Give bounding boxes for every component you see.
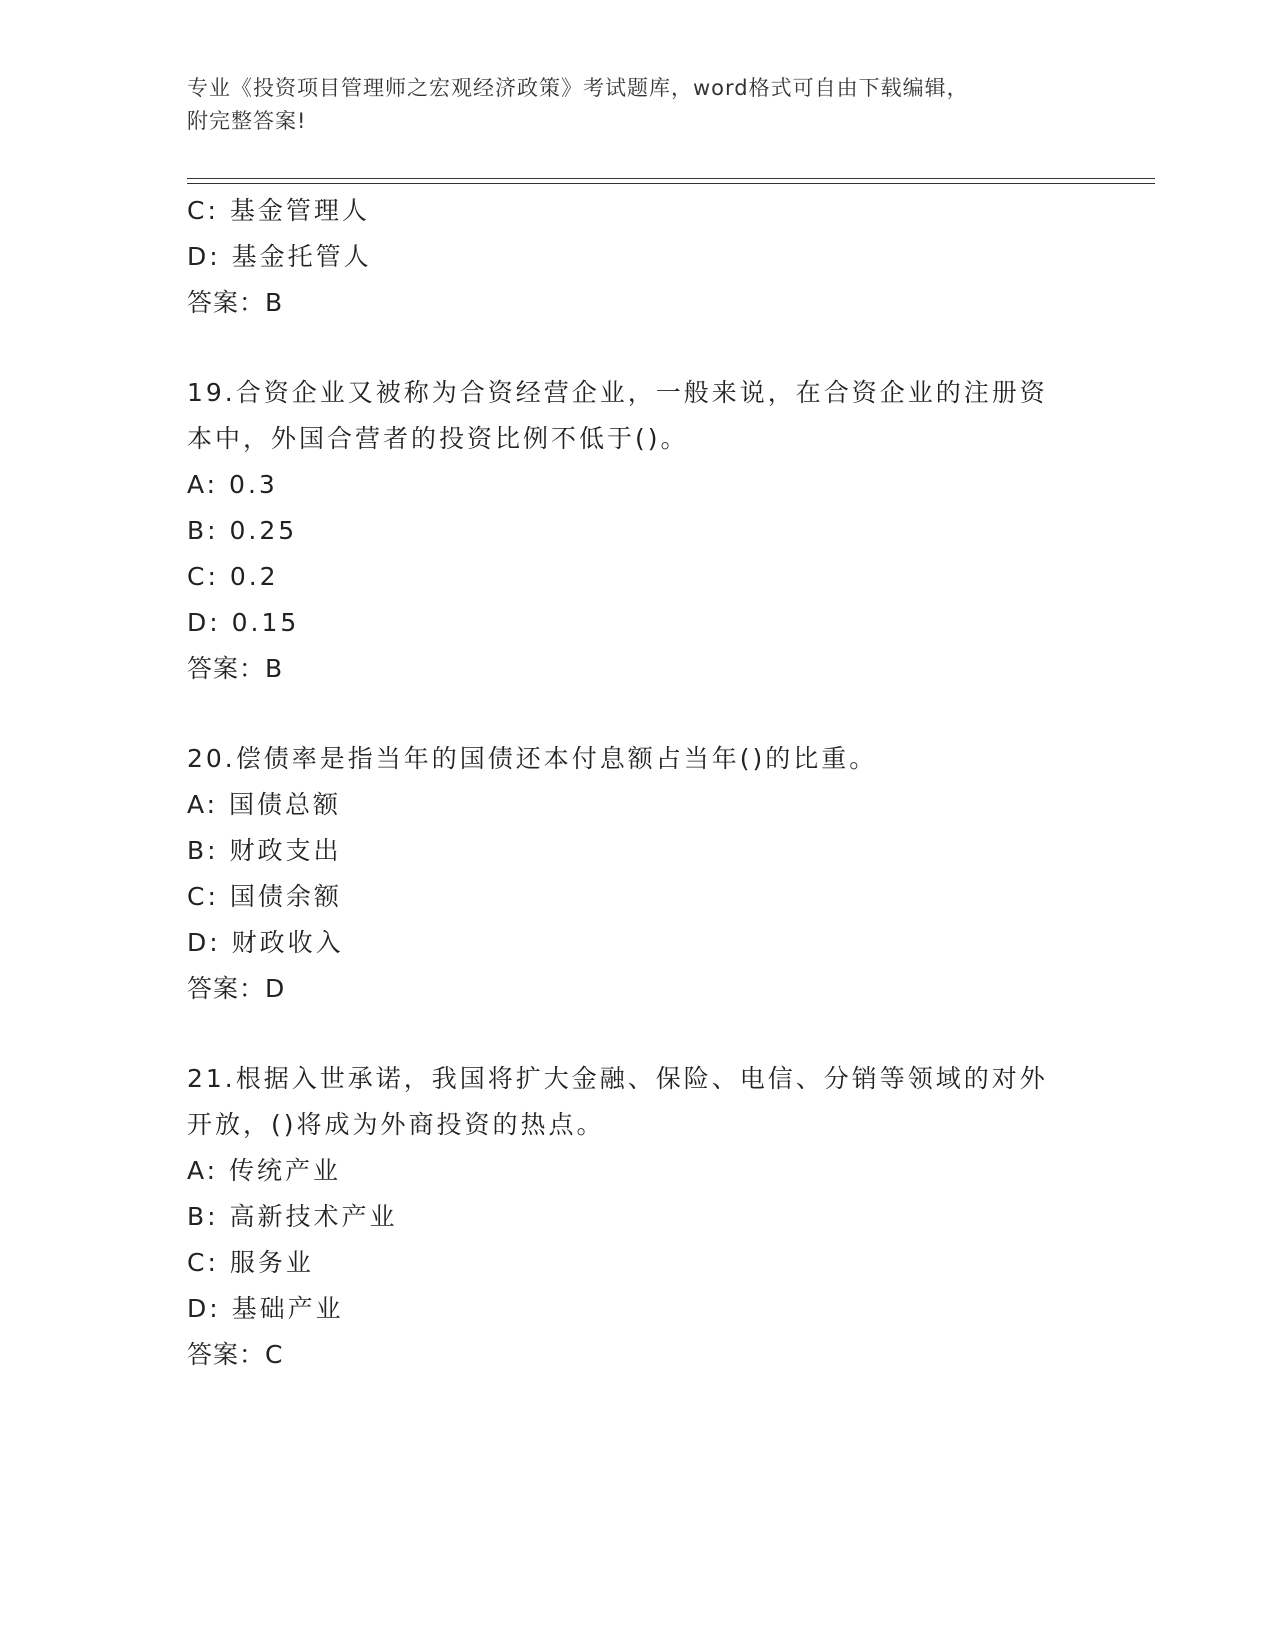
header-line-1: 专业《投资项目管理师之宏观经济政策》考试题库，word格式可自由下载编辑， [187, 76, 969, 100]
option-d: D: 财政收入 [187, 928, 344, 957]
option-a: A: 国债总额 [187, 790, 342, 819]
option-b: B: 财政支出 [187, 836, 342, 865]
question-stem-line: 20.偿债率是指当年的国债还本付息额占当年()的比重。 [187, 744, 878, 773]
question-20 [187, 736, 1087, 1012]
option-c: C: 国债余额 [187, 882, 342, 911]
option-d: D: 基础产业 [187, 1294, 344, 1323]
option-b: B: 0.25 [187, 516, 298, 545]
option-c: C: 服务业 [187, 1248, 314, 1277]
answer-line: 答案：C [187, 1340, 284, 1369]
question-21 [187, 1056, 1087, 1378]
option-c: C: 基金管理人 [187, 196, 370, 225]
answer-line: 答案：B [187, 288, 284, 317]
question-carryover [187, 188, 1087, 326]
header-line-2: 附完整答案! [187, 109, 307, 133]
question-stem-line: 开放，()将成为外商投资的热点。 [187, 1110, 605, 1139]
question-stem-line: 19.合资企业又被称为合资经营企业，一般来说，在合资企业的注册资 [187, 378, 1048, 407]
option-d: D: 0.15 [187, 608, 300, 637]
question-stem-line: 21.根据入世承诺，我国将扩大金融、保险、电信、分销等领域的对外 [187, 1064, 1048, 1093]
question-stem-line: 本中，外国合营者的投资比例不低于()。 [187, 424, 689, 453]
question-19 [187, 370, 1087, 692]
option-b: B: 高新技术产业 [187, 1202, 398, 1231]
option-c: C: 0.2 [187, 562, 279, 591]
option-a: A: 传统产业 [187, 1156, 342, 1185]
option-a: A: 0.3 [187, 470, 278, 499]
option-d: D: 基金托管人 [187, 242, 372, 271]
answer-line: 答案：D [187, 974, 286, 1003]
header-divider [187, 178, 1155, 184]
page-header [187, 72, 1087, 138]
question-list [187, 188, 1087, 1378]
answer-line: 答案：B [187, 654, 284, 683]
